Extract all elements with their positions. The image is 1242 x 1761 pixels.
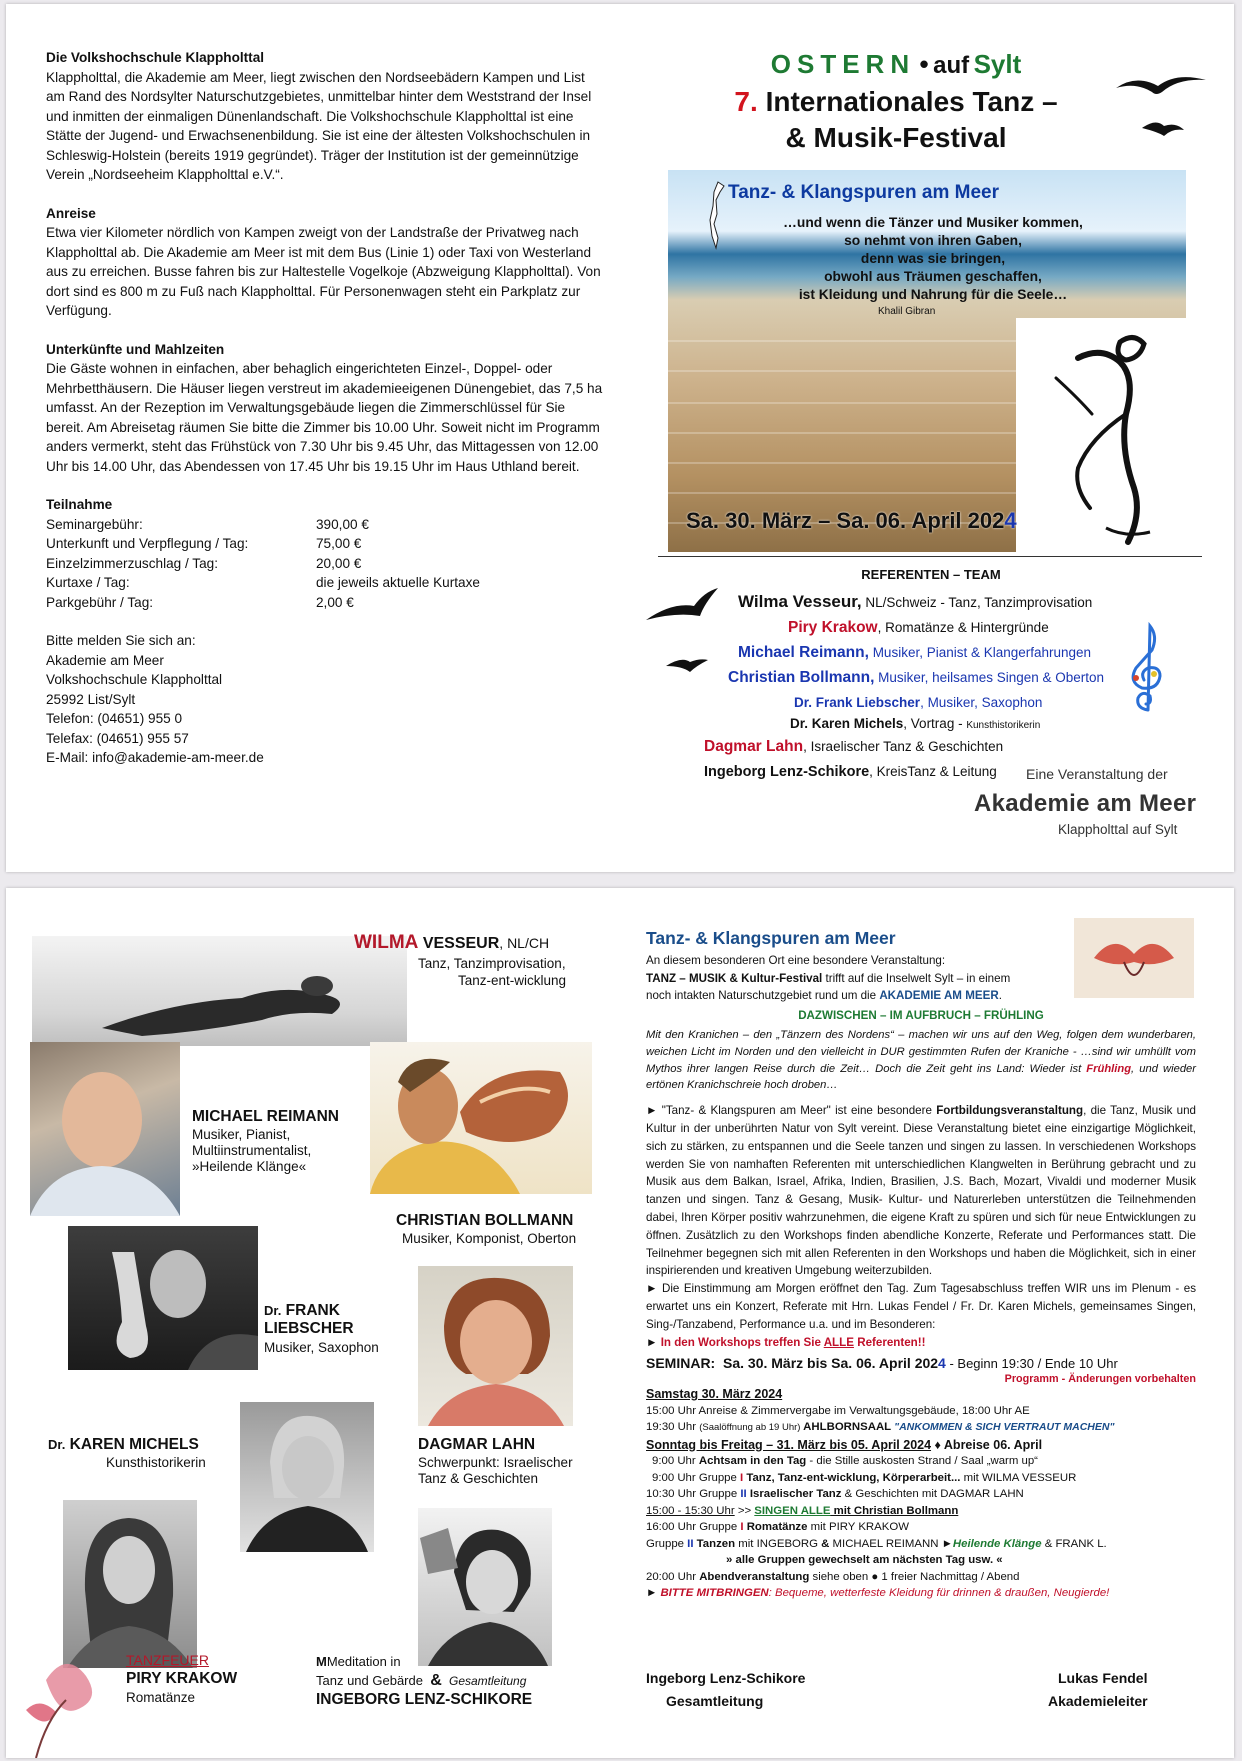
contact-line: Akademie am Meer [46,652,164,668]
beach-title: Tanz- & Klangspuren am Meer [728,182,999,203]
piry-tag: TANZFEUER [126,1652,209,1668]
schedule-row: 15:00 Uhr Anreise & Zimmervergabe im Verwaltungsgebäude, 18:00 Uhr AE [646,1404,1030,1417]
title-line2: & Musik-Festival [785,122,1007,153]
flower-icon [6,1640,106,1758]
portrait-icon [240,1402,374,1552]
fee-row [46,515,606,535]
team-member: Dr. Karen Michels, Vortrag - Kunsthistorikerin [790,716,1041,731]
conch-player-icon [370,1042,592,1194]
dancer-icon [1016,318,1186,552]
ingeborg-line2: Tanz und Gebärde & Gesamtleitung [316,1672,527,1689]
wilma-desc1: Tanz, Tanzimprovisation, [418,956,566,971]
team-member: Ingeborg Lenz-Schikore, KreisTanz & Leitung [704,764,997,780]
fees-table [46,515,606,613]
schedule-row: 10:30 Uhr Gruppe II Israelischer Tanz & Geschichten mit DAGMAR LAHN [646,1488,1024,1501]
team-member: Piry Krakow, Romatänze & Hintergründe [788,619,1049,636]
team-member: Dagmar Lahn, Israelischer Tanz & Geschichten [704,738,1004,755]
organizer-location: Klappholttal auf Sylt [1058,822,1178,837]
karen-photo [240,1402,374,1552]
contact-email[interactable]: E-Mail: info@akademie-am-meer.de [46,750,264,765]
frank-photo [68,1226,258,1370]
schedule-row: 16:00 Uhr Gruppe I Romatänze mit PIRY KRAKOW [646,1521,909,1534]
seminar-line: SEMINAR: Sa. 30. März bis Sa. 06. April 2024 - Beginn 19:30 / Ende 10 Uhr [646,1355,1118,1372]
arrival-heading: Anreise [46,205,96,221]
wilma-name: WILMA VESSEUR, NL/CH [354,932,550,953]
ingeborg-line1: MMeditation in [316,1654,401,1669]
dancer-panel [1016,318,1186,552]
michael-name: MICHAEL REIMANN [192,1108,339,1125]
crane-text: Mit den Kranichen – den „Tänzern des Nordens“ – machen wir uns auf den Weg, folgen dem wunderbaren, weichen Licht im Norden und den vielleicht in DUR gestimmten Rufen der Kraniche - …sind wir umhüllt vom Mythos ihrer langen Reise durch die Zeit… Doch die Zeit geht ins Land: Wieder ist Frühling, und wieder ertönen Kranichschreie hoch droben… [646,1028,1196,1092]
program-column [646,930,1196,1602]
fee-value: 20,00 € [316,555,362,571]
contact-line: Bitte melden Sie sich an: [46,633,196,648]
team-divider [658,556,1202,557]
portrait-icon [418,1508,552,1666]
team-member: Michael Reimann, Musiker, Pianist & Klangerfahrungen [738,644,1092,661]
fee-row [46,573,606,593]
contact-block [46,631,606,768]
signature-2-role: Akademieleiter [1048,1693,1148,1709]
arrival-text: Etwa vier Kilometer nördlich von Kampen zweigt von der Landstraße der Privatweg nach Klappholttal ab. Die Akademie am Meer ist mit dem Bus (Linie 1) oder Taxi von Westerland aus zu erreichen. Busse fahren bis zur Haltestelle Vogelkoje (Abzweigung Klappholttal). Von dort sind es 800 m zu Fuß nach Klappholttal. Für Personenwagen steht ein Parkplatz zur Verfügung. [46,225,601,318]
wilma-desc2: Tanz-ent-wicklung [458,973,567,988]
beach-image [668,170,1186,552]
fee-value: die jeweils aktuelle Kurtaxe [316,575,480,590]
fee-label: Kurtaxe / Tag: [46,575,130,590]
schedule-row: » alle Gruppen gewechselt am nächsten Tag usw. « [726,1554,1003,1567]
fee-row [46,554,606,574]
contact-line: Volkshochschule Klappholttal [46,672,223,687]
lodging-text: Die Gäste wohnen in einfachen, aber behaglich eingerichteten Einzel-, Doppel- oder Mehrbetthäusern. Die Häuser liegen verstreut im akademieeigenen Dünengebiet, das 7,5 ha umfasst. An der Rezeption im Verwaltungsgebäude liegen die Zimmerschlüssel für Sie bereit. Am Abreisetag räumen Sie bitte die Zimmer bis 10.00 Uhr. Soweit nicht im Programm anders vermerkt, steht das Frühstück von 7.30 Uhr bis 9.45 Uhr, das Mittagessen von 12.00 Uhr bis 14.00 Uhr, das Abendessen von 17.45 Uhr bis 19.15 Uhr im Haus Uthland bereit. [46,361,603,474]
title-auf: auf [933,52,970,79]
program-note: Programm - Änderungen vorbehalten [1004,1373,1196,1386]
christian-desc: Musiker, Komponist, Oberton [402,1231,577,1246]
title-dot: • [919,49,929,79]
poem [753,214,1113,304]
intro-line2: TANZ – MUSIK & Kultur-Festival trifft auf die Inselwelt Sylt – in einem [646,971,1011,985]
poem-line: denn was sie bringen, [860,251,1006,266]
signature-1-role: Gesamtleitung [666,1693,764,1709]
schedule-row: 9:00 Uhr Achtsam in den Tag - die Stille auskosten Strand / Saal „warm up“ [652,1455,1038,1468]
title-number: 7. [734,86,758,117]
bring-along: ► BITTE MITBRINGEN: Bequeme, wetterfeste Kleidung für drinnen & draußen, Neugierde! [646,1587,1110,1600]
intro-line1: An diesem besonderen Ort eine besondere Veranstaltung: [646,953,946,967]
body-text-1: ► "Tanz- & Klangspuren am Meer" ist eine besondere Fortbildungsveranstaltung, die Tanz, Musik und Kultur in der unberührten Natur von Sylt vereint. Diese Veranstaltung bietet eine einzigartige Möglichkeit, sich zu stärken, zu entspannen und die Seele tanzen und singen zu lassen. In verschiedenen Workshops werden Sie von namhaften Referenten mit unterschiedlichen Klangwelten in Berührung gebracht und zu Musik aus dem Balkan, Israel, Afrika, Indien, Brasilien, J.S. Bach, Mozart, Vivaldi und moderner Musik tanzen und singen. Tanz & Gesang, Musik- Kultur- und Naturerleben unterstützen die Teilnehmenden dabei, Ihren Körper positiv wahrzunehmen, die eigene Kraft zu spüren und sich für neue Entwicklungen zu öffnen. Zusätzlich zu den Workshops finden abendliche Konzerte, Referate und Performances statt. Die Teilnehmer begegnen sich mit allen Referenten in den Workshops und haben die Möglichkeit, sich in einer inspirierenden und kreativen Umgebung weiterzubilden. [646,1104,1196,1278]
intro-line3: noch intakten Naturschutzgebiet rund um die AKADEMIE AM MEER. [646,989,1002,1003]
title-sylt: Sylt [973,49,1022,79]
contact-fax: Telefax: (04651) 955 57 [46,730,189,746]
portrait-icon [418,1266,573,1426]
fee-row [46,534,606,554]
piry-desc: Romatänze [126,1690,196,1705]
team-member: Dr. Frank Liebscher, Musiker, Saxophon [794,695,1043,710]
poem-author: Khalil Gibran [878,306,936,317]
team-title: REFERENTEN – TEAM [861,567,1001,582]
fee-label: Parkgebühr / Tag: [46,594,154,610]
treble-clef-icon [1122,616,1172,716]
birds-icon [1106,66,1216,156]
schedule-row: 20:00 Uhr Abendveranstaltung siehe oben ● 1 freier Nachmittag / Abend [646,1570,1020,1583]
karen-name: Dr. KAREN MICHELS [48,1436,199,1453]
fee-value: 2,00 € [316,594,354,610]
poem-line: obwohl aus Träumen geschaffen, [824,269,1042,284]
about-text: Klappholttal, die Akademie am Meer, liegt zwischen den Nordseebädern Kampen und List am Rand des Nordsylter Naturschutzgebietes, unmittelbar hinter dem Weststrand der Insel und inmitten der einmaligen Dünenlandschaft. Die Volkshochschule Klappholttal ist eine Stätte der Jugend- und Erwachsenenbildung. Sie ist eine der ältesten Volkshochschulen in Schleswig-Holstein (bereits 1919 gegründet). Träger der Institution ist der gemeinnützige Verein „Nordseeheim Klappholttal e.V.“. [46,69,592,182]
festival-title [666,48,1126,156]
title-ostern: OSTERN [770,49,916,79]
piry-name: PIRY KRAKOW [126,1670,238,1687]
title-line1: Internationales Tanz – [765,86,1058,117]
signature-1-name: Ingeborg Lenz-Schikore [646,1670,806,1686]
christian-photo [370,1042,592,1194]
karen-desc: Kunsthistorikerin [106,1455,206,1470]
schedule-row: 19:30 Uhr (Saalöffnung ab 19 Uhr) AHLBORNSAAL "ANKOMMEN & SICH VERTRAUT MACHEN" [646,1421,1115,1434]
portrait-icon [30,1042,180,1216]
brochure-page-1 [6,4,1234,872]
michael-photo [30,1042,180,1216]
wilma-photo [32,936,407,1046]
contact-line: 25992 List/Sylt [46,691,136,707]
ingeborg-photo [418,1508,552,1666]
brochure-page-2 [6,888,1234,1758]
fees-heading: Teilnahme [46,497,113,512]
poem-line: so nehmt von ihren Gaben, [844,233,1022,248]
body-text-2: ► Die Einstimmung am Morgen eröffnet den Tag. Zum Tagesabschluss treffen WIR uns im Plenum - es erwartet uns ein Konzert, Referate mit Hrn. Lukas Fendel / Fr. Dr. Karen Michels, gemeinsames Singen, Sing-/Tanzabend, Performance u.a. und im Besonderen: [646,1282,1196,1331]
team-member: Christian Bollmann, Musiker, heilsames Singen & Oberton [728,669,1105,686]
organizer-intro: Eine Veranstaltung der [1026,766,1168,782]
signature-2-name: Lukas Fendel [1058,1670,1148,1686]
fee-label: Seminargebühr: [46,516,143,532]
dancer-floor-icon [32,936,407,1046]
fee-value: 75,00 € [316,536,362,551]
info-column [46,48,606,768]
team-member: Wilma Vesseur, NL/Schweiz - Tanz, Tanzimprovisation [738,592,1093,611]
saturday-heading: Samstag 30. März 2024 [646,1387,783,1402]
michael-desc: Musiker, Pianist, Multiinstrumentalist, »Heilende Klänge« [192,1127,312,1174]
organizer-name: Akademie am Meer [974,790,1197,817]
ingeborg-name: INGEBORG LENZ-SCHIKORE [316,1691,533,1708]
festival-dates: Sa. 30. März – Sa. 06. April 2024 [686,508,1017,533]
christian-name: CHRISTIAN BOLLMANN [396,1212,574,1229]
program-title: Tanz- & Klangspuren am Meer [646,928,896,948]
frank-name: Dr. FRANK LIEBSCHER [264,1302,354,1337]
dagmar-name: DAGMAR LAHN [418,1436,536,1453]
dagmar-desc: Schwerpunkt: Israelischer Tanz & Geschichten [418,1455,573,1486]
poem-line: …und wenn die Tänzer und Musiker kommen, [783,215,1083,230]
dagmar-photo [418,1266,573,1426]
schedule-row: 9:00 Uhr Gruppe I Tanz, Tanz-ent-wicklung, Körperarbeit... mit WILMA VESSEUR [652,1471,1077,1484]
green-tagline: DAZWISCHEN – IM AUFBRUCH – FRÜHLING [798,1009,1044,1023]
contact-phone: Telefon: (04651) 955 0 [46,711,183,726]
saxophone-icon [68,1226,258,1370]
poem-line: ist Kleidung und Nahrung für die Seele… [798,287,1068,302]
frank-desc: Musiker, Saxophon [264,1340,379,1355]
fee-label: Einzelzimmerzuschlag / Tag: [46,555,219,571]
fee-row [46,593,606,613]
week-heading: Sonntag bis Freitag – 31. März bis 05. April 2024 ♦ Abreise 06. April [646,1437,1043,1452]
lodging-heading: Unterkünfte und Mahlzeiten [46,341,225,357]
fee-label: Unterkunft und Verpflegung / Tag: [46,536,249,551]
schedule-row: 15:00 - 15:30 Uhr >> SINGEN ALLE mit Christian Bollmann [646,1504,959,1517]
about-heading: Die Volkshochschule Klappholttal [46,50,265,65]
body-text-3: ► In den Workshops treffen Sie ALLE Referenten!! [646,1335,926,1349]
schedule [646,1386,1196,1602]
schedule-row: Gruppe II Tanzen mit INGEBORG & MICHAEL REIMANN ►Heilende Klänge & FRANK L. [646,1537,1107,1550]
fee-value: 390,00 € [316,516,369,532]
